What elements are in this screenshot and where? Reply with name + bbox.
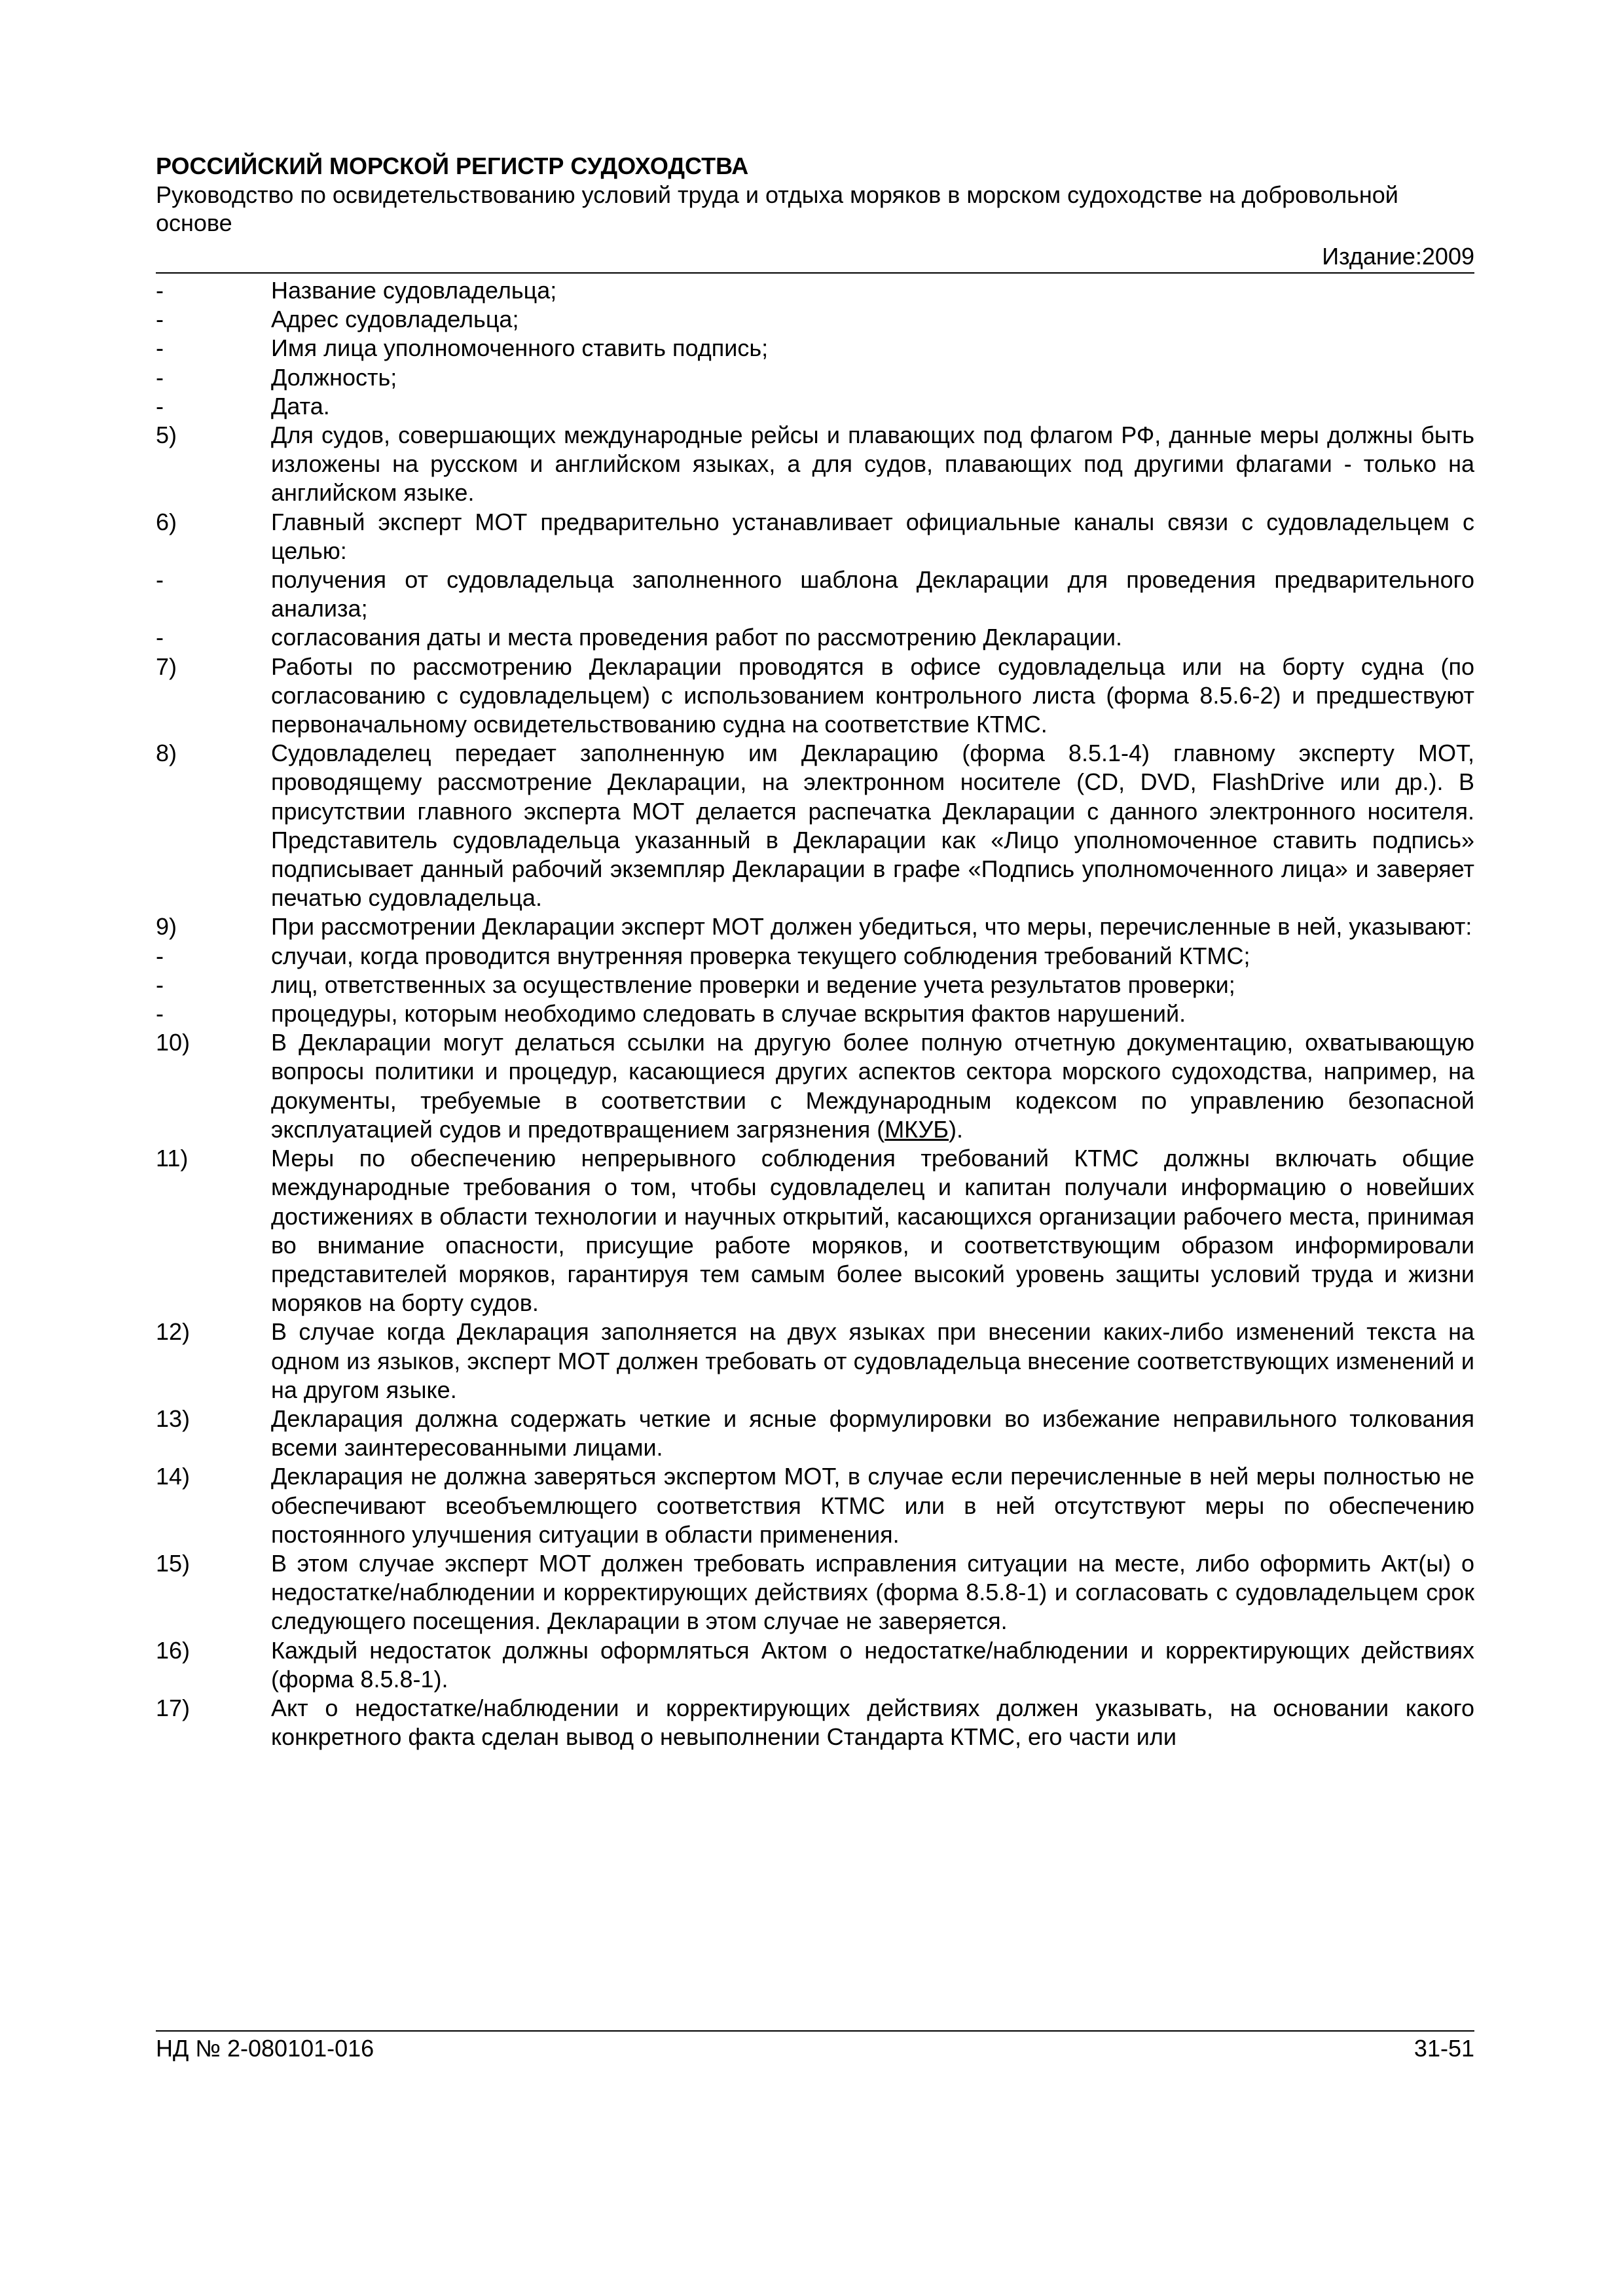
item-text: Декларация не должна заверяться экспертом МОТ, в случае если перечисленные в ней меры полностью не обеспечивают всеобъемлющего соответствия КТМС или в ней отсутствуют меры по обеспечению постоянного улучшения ситуации в области применения. [271,1463,1474,1548]
item-text: получения от судовладельца заполненного шаблона Декларации для проведения предварительного анализа; [271,566,1474,622]
edition-label: Издание:2009 [1322,243,1474,270]
item-text: Для судов, совершающих международные рейсы и плавающих под флагом РФ, данные меры должны быть изложены на русском и английском языках, а для судов, плавающих под другими флагами - только на английском языке. [271,422,1474,507]
item-text-body: В Декларации могут делаться ссылки на другую более полную отчетную документацию, охватывающую вопросы политики и процедур, касающиеся других аспектов сектора морского судоходства, например, на документы, требуемые в соответствии с Международным кодексом по управлению безопасной эксплуатацией судов и предотвращением загрязнения ( [271,1029,1474,1143]
header-divider [156,272,1474,274]
list-item [156,1028,1474,1144]
list-item [156,565,1474,623]
item-text [271,1028,1474,1144]
item-marker: - [156,334,164,362]
item-marker: 17) [156,1694,191,1721]
item-text: Имя лица уполномоченного ставить подпись; [271,334,769,362]
item-text-tail: ). [949,1115,964,1143]
item-marker: 12) [156,1318,191,1346]
list-item [156,739,1474,912]
item-text: При рассмотрении Декларации эксперт МОТ должен убедиться, что меры, перечисленные в ней, указывают: [271,913,1472,941]
item-text: Каждый недостаток должны оформляться Актом о недостатке/наблюдении и корректирующих действиях (форма 8.5.8-1). [271,1636,1474,1693]
item-marker: 9) [156,913,177,941]
item-text: Название судовладельца; [271,277,557,304]
list-item [156,1636,1474,1694]
item-text: процедуры, которым необходимо следовать в случае вскрытия фактов нарушений. [271,1000,1186,1028]
item-text: Меры по обеспечению непрерывного соблюдения требований КТМС должны включать общие международные требования о том, чтобы судовладелец и капитан получали информацию о новейших достижениях в области технологии и научных открытий, касающихся организации рабочего места, принимая во внимание опасности, присущие работе моряков, и соответствующим образом информировали представителей моряков, гарантируя тем самым более высокий уровень защиты условий труда и жизни моряков на борту судов. [271,1145,1474,1317]
list-item [156,392,1474,421]
item-text: В этом случае эксперт МОТ должен требовать исправления ситуации на месте, либо оформить Акт(ы) о недостатке/наблюдении и корректирующих действиях (форма 8.5.8-1) и согласовать с судовладельцем срок следующего посещения. Декларации в этом случае не заверяется. [271,1549,1474,1635]
item-list [156,276,1474,1751]
item-marker: 14) [156,1463,191,1490]
footer-row [156,2034,1474,2063]
item-marker: - [156,566,164,594]
list-item [156,276,1474,305]
item-marker: 6) [156,508,177,535]
list-item [156,653,1474,740]
organization-title: РОССИЙСКИЙ МОРСКОЙ РЕГИСТР СУДОХОДСТВА [156,152,749,179]
item-text: Должность; [271,363,397,391]
item-text: Дата. [271,392,330,420]
list-item [156,1318,1474,1405]
item-marker: 10) [156,1029,191,1056]
item-marker: - [156,971,164,998]
list-item [156,1694,1474,1751]
mkub-link[interactable]: МКУБ [884,1115,949,1143]
page-footer [156,2030,1474,2063]
item-marker: - [156,392,164,420]
item-text: Декларация должна содержать четкие и ясные формулировки во избежание неправильного толкования всеми заинтересованными лицами. [271,1405,1474,1462]
footer-divider [156,2030,1474,2032]
item-text: Адрес судовладельца; [271,306,519,333]
item-marker: - [156,1000,164,1028]
item-text: лиц, ответственных за осуществление проверки и ведение учета результатов проверки; [271,971,1235,998]
list-item [156,942,1474,971]
document-subtitle: Руководство по освидетельствованию условий труда и отдыха моряков в морском судоходстве на добровольной основе [156,181,1398,236]
item-marker: 5) [156,422,177,449]
item-marker: 15) [156,1549,191,1577]
item-text: Акт о недостатке/наблюдении и корректирующих действиях должен указывать, на основании какого конкретного факта сделан вывод о невыполнении Стандарта КТМС, его части или [271,1694,1474,1751]
item-marker: - [156,363,164,391]
list-item [156,1144,1474,1318]
list-item [156,508,1474,565]
list-item [156,912,1474,941]
list-item [156,971,1474,999]
list-item [156,999,1474,1028]
item-marker: - [156,306,164,333]
item-marker: 16) [156,1636,191,1664]
item-text: случаи, когда проводится внутренняя проверка текущего соблюдения требований КТМС; [271,942,1250,969]
list-item [156,623,1474,652]
item-text: согласования даты и места проведения работ по рассмотрению Декларации. [271,624,1122,651]
item-marker: 7) [156,653,177,680]
item-marker: 11) [156,1145,189,1172]
item-text: Судовладелец передает заполненную им Декларацию (форма 8.5.1-4) главному эксперту МОТ, проводящему рассмотрение Декларации, на электронном носителе (CD, DVD, FlashDrive или др.). В присутствии главного эксперта МОТ делается распечатка Декларации с данного электронного носителя. Представитель судовладельца указанный в Декларации как «Лицо уполномоченное ставить подпись» подписывает данный рабочий экземпляр Декларации в графе «Подпись уполномоченного лица» и заверяет печатью судовладельца. [271,740,1474,912]
item-text: Работы по рассмотрению Декларации проводятся в офисе судовладельца или на борту судна (по согласованию с судовладельцем) с использованием контрольного листа (форма 8.5.6-2) и предшествуют первоначальному освидетельствованию судна на соответствие КТМС. [271,653,1474,738]
page-number: 31-51 [1413,2035,1474,2062]
list-item [156,421,1474,508]
item-text: В случае когда Декларация заполняется на двух языках при внесении каких-либо изменений текста на одном из языков, эксперт МОТ должен требовать от судовладельца внесение соответствующих изменений и на другом языке. [271,1318,1474,1403]
item-marker: 13) [156,1405,191,1432]
list-item [156,1405,1474,1462]
item-text: Главный эксперт МОТ предварительно устанавливает официальные каналы связи с судовладельцем с целью: [271,508,1474,564]
item-marker: - [156,942,164,969]
list-item [156,334,1474,363]
item-marker: - [156,624,164,651]
list-item [156,1462,1474,1549]
item-marker: 8) [156,740,177,767]
item-marker: - [156,277,164,304]
list-item [156,305,1474,334]
list-item [156,363,1474,392]
document-number: НД № 2-080101-016 [156,2035,374,2062]
document-page [156,152,1474,1751]
list-item [156,1549,1474,1636]
